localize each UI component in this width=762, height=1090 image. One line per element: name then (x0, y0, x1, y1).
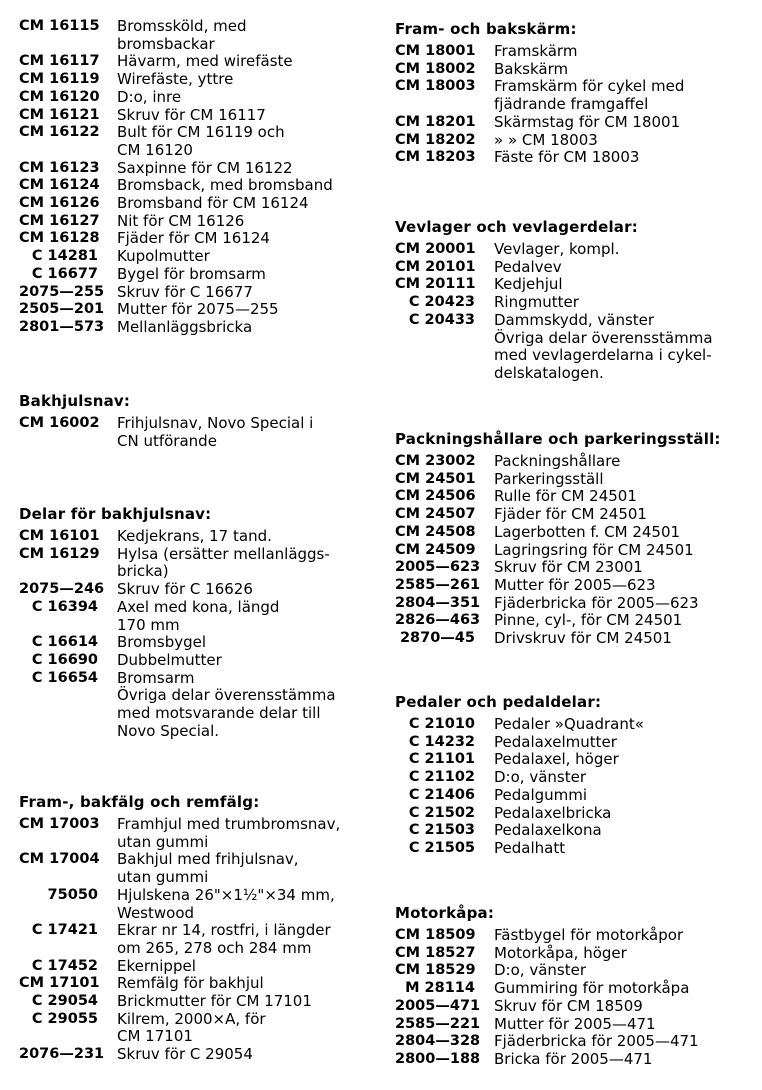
part-number: 2826—463 (395, 612, 481, 629)
part-description: Remfälg för bakhjul (117, 974, 264, 993)
parts-section (19, 18, 389, 337)
part-description: Ekrar nr 14, rostfri, i längder om 265, 278 och 284 mm (117, 921, 331, 957)
part-description: Bakhjul med frihjulsnav, utan gummi (117, 850, 299, 887)
part-description: D:o, vänster (494, 961, 586, 980)
part-row (19, 160, 389, 178)
part-description: Bromssköld, med bromsbackar (117, 17, 247, 53)
part-row (395, 751, 755, 769)
part-number: C 17421 (31, 922, 98, 939)
part-number: CM 16123 (19, 159, 100, 176)
part-description: Bromsarm (117, 668, 195, 687)
part-number: CM 16128 (19, 230, 100, 247)
part-row (19, 816, 389, 851)
part-number: C 21102 (408, 769, 475, 786)
part-description: Skruv för CM 16117 (117, 105, 266, 124)
part-description: Fjäder för CM 16124 (117, 229, 270, 248)
part-row (395, 1016, 755, 1034)
part-description: Framhjul med trumbromsnav, utan gummi (117, 815, 341, 851)
part-number: CM 17101 (19, 975, 100, 992)
part-number: CM 18203 (395, 149, 476, 166)
part-number: CM 18527 (395, 944, 476, 961)
part-row (395, 840, 755, 858)
part-row (19, 652, 389, 670)
part-number: 2505—201 (19, 301, 105, 318)
part-number: CM 18201 (395, 113, 476, 130)
part-row (395, 805, 755, 823)
part-number: C 20423 (408, 294, 475, 311)
part-row (395, 149, 755, 167)
part-description: Pedalvev (494, 257, 562, 276)
part-number: CM 24501 (395, 470, 476, 487)
part-description: Hävarm, med wirefäste (117, 52, 293, 71)
section-heading: Fram- och bakskärm: (395, 20, 577, 38)
part-row (19, 670, 389, 688)
part-description: Mutter för 2005—623 (494, 575, 656, 594)
part-description: Packningshållare (494, 452, 621, 470)
section-heading: Bakhjulsnav: (19, 392, 131, 410)
part-description: Kedjekrans, 17 tand. (117, 527, 272, 545)
part-row (395, 734, 755, 752)
part-row (395, 1033, 755, 1051)
parts-section (395, 904, 755, 1069)
part-number: CM 16101 (19, 528, 100, 544)
part-number: CM 16127 (19, 212, 100, 229)
parts-section (395, 20, 755, 167)
part-row (19, 195, 389, 213)
part-number: CM 24509 (395, 541, 476, 558)
part-number: C 17452 (31, 957, 98, 974)
part-row (395, 312, 755, 330)
part-number: CM 18001 (395, 43, 476, 59)
part-description: Frihjulsnav, Novo Special i CN utförande (117, 414, 314, 450)
part-number: 2804—328 (395, 1033, 481, 1050)
part-row (19, 266, 389, 284)
part-number: C 16677 (31, 265, 98, 282)
section-note: Övriga delar överensstämma med vevlagerdelarna i cykel- delskatalogen. (494, 328, 713, 382)
section-heading: Delar för bakhjulsnav: (19, 505, 212, 523)
part-description: Vevlager, kompl. (494, 240, 620, 258)
part-description: Saxpinne för CM 16122 (117, 158, 293, 177)
part-number: C 21010 (408, 716, 475, 732)
part-description: Bromsbygel (117, 633, 207, 652)
part-number: CM 20001 (395, 241, 476, 257)
part-number: CM 17003 (19, 816, 100, 832)
part-description: Skruv för CM 23001 (494, 558, 643, 577)
part-number: CM 16117 (19, 53, 100, 70)
part-row (19, 581, 389, 599)
part-row (19, 124, 389, 159)
part-number: C 21406 (408, 786, 475, 803)
part-number: CM 16120 (19, 88, 100, 105)
part-number: CM 16122 (19, 124, 100, 141)
part-description: Mellanläggsbricka (117, 317, 253, 336)
part-number: CM 20111 (395, 276, 476, 293)
part-row (395, 612, 755, 630)
part-description: Fjäder för CM 24501 (494, 505, 647, 524)
part-row (19, 230, 389, 248)
part-row (395, 716, 755, 734)
part-row (19, 284, 389, 302)
part-number: C 14232 (408, 733, 475, 750)
part-number: C 16394 (31, 598, 98, 615)
part-number: CM 16124 (19, 177, 100, 194)
part-description: Pedaler »Quadrant« (494, 715, 644, 733)
part-description: Kilrem, 2000×A, för CM 17101 (117, 1009, 266, 1046)
part-row (19, 319, 389, 337)
part-row (19, 89, 389, 107)
part-description: Pedalaxelkona (494, 821, 602, 840)
part-row (19, 546, 389, 581)
part-number: CM 18003 (395, 78, 476, 95)
part-row (395, 259, 755, 277)
part-number: C 14281 (31, 248, 98, 265)
part-row (395, 559, 755, 577)
part-description: Bricka för 2005—471 (494, 1049, 653, 1068)
part-number: C 29054 (31, 993, 98, 1010)
part-number: C 16654 (31, 669, 98, 686)
part-number: CM 18202 (395, 131, 476, 148)
part-description: Lagringsring för CM 24501 (494, 540, 694, 559)
part-description: Motorkåpa, höger (494, 943, 627, 962)
part-row (19, 53, 389, 71)
part-row (19, 634, 389, 652)
part-row (19, 71, 389, 89)
part-description: Skruv för C 16677 (117, 282, 253, 301)
part-number: CM 16115 (19, 18, 100, 34)
part-description: D:o, vänster (494, 768, 586, 787)
part-number: C 21505 (408, 839, 475, 856)
part-row (395, 241, 755, 259)
part-number: CM 18002 (395, 60, 476, 77)
part-description: Skärmstag för CM 18001 (494, 112, 681, 131)
parts-section (19, 505, 389, 740)
part-number: CM 16129 (19, 545, 100, 562)
part-row (395, 276, 755, 294)
part-row (395, 78, 755, 113)
part-number: CM 23002 (395, 453, 476, 469)
part-description: Fästbygel för motorkåpor (494, 926, 684, 944)
part-number: CM 16121 (19, 106, 100, 123)
part-number: C 21502 (408, 804, 475, 821)
part-description: Drivskruv för CM 24501 (494, 629, 672, 648)
part-description: Skruv för CM 18509 (494, 996, 643, 1015)
part-row (395, 542, 755, 560)
part-description: Framskärm för cykel med fjädrande framgaffel (494, 77, 685, 114)
part-row (395, 945, 755, 963)
part-row (395, 1051, 755, 1069)
section-heading: Motorkåpa: (395, 904, 495, 922)
part-description: Bromsband för CM 16124 (117, 194, 309, 213)
part-description: Mutter för 2005—471 (494, 1014, 656, 1033)
part-row (395, 61, 755, 79)
part-description: Pedalaxelbricka (494, 803, 612, 822)
part-description: Skruv för C 16626 (117, 580, 253, 599)
part-row (19, 1046, 389, 1064)
section-heading: Pedaler och pedaldelar: (395, 693, 602, 711)
part-description: Rulle för CM 24501 (494, 487, 637, 506)
part-number: 2075—246 (19, 581, 105, 598)
part-description: Parkeringsställ (494, 469, 604, 488)
parts-section (395, 430, 755, 648)
section-heading: Vevlager och vevlagerdelar: (395, 218, 638, 236)
part-description: Kedjehjul (494, 275, 563, 294)
part-row (395, 471, 755, 489)
part-row (19, 1011, 389, 1046)
part-description: Fjäderbricka för 2005—623 (494, 593, 699, 612)
part-description: Hjulskena 26"×1½"×34 mm, Westwood (117, 885, 335, 922)
part-description: Kupolmutter (117, 247, 210, 266)
part-number: C 16614 (31, 634, 98, 651)
part-row (395, 453, 755, 471)
part-row (19, 599, 389, 634)
part-number: 2005—623 (395, 559, 481, 576)
part-description: Bromsback, med bromsband (117, 176, 333, 195)
part-description: » » CM 18003 (494, 130, 598, 149)
part-row (19, 248, 389, 266)
part-row (395, 927, 755, 945)
part-number: 2076—231 (19, 1046, 105, 1063)
part-number: 2870—45 (399, 630, 475, 647)
part-number: CM 24506 (395, 488, 476, 505)
part-description: Hylsa (ersätter mellanläggs- bricka) (117, 544, 330, 581)
part-description: Bygel för bromsarm (117, 264, 266, 283)
part-row (395, 488, 755, 506)
part-number: C 29055 (31, 1010, 98, 1027)
part-number: C 20433 (408, 311, 475, 328)
part-number: CM 18529 (395, 962, 476, 979)
section-note: Övriga delar överensstämma med motsvarande delar till Novo Special. (117, 686, 336, 740)
part-row (19, 958, 389, 976)
part-number: 2804—351 (395, 594, 481, 611)
part-number: 2075—255 (19, 283, 105, 300)
part-row (19, 528, 389, 546)
part-row (395, 630, 755, 648)
part-row (395, 114, 755, 132)
part-number: 75050 (47, 886, 98, 903)
part-number: C 16690 (31, 651, 98, 668)
part-row (395, 980, 755, 998)
part-row (19, 887, 389, 922)
part-description: Dubbelmutter (117, 650, 222, 669)
part-description: Bult för CM 16119 och CM 16120 (117, 123, 285, 159)
part-row (19, 213, 389, 231)
part-row (395, 787, 755, 805)
part-number: CM 24507 (395, 506, 476, 523)
part-description: Nit för CM 16126 (117, 211, 245, 230)
part-description: Mutter för 2075—255 (117, 300, 279, 319)
part-description: Pedalaxel, höger (494, 750, 619, 769)
part-row (395, 294, 755, 312)
part-number: CM 17004 (19, 851, 100, 868)
part-row (19, 301, 389, 319)
part-row (395, 524, 755, 542)
part-description: Fäste för CM 18003 (494, 148, 640, 167)
section-heading: Fram-, bakfälg och remfälg: (19, 793, 260, 811)
parts-section (19, 793, 389, 1064)
part-row (19, 415, 389, 450)
part-number: C 21101 (408, 751, 475, 768)
part-description: Ringmutter (494, 293, 579, 312)
parts-section (19, 392, 389, 450)
part-description: Pedalaxelmutter (494, 732, 617, 751)
part-description: Brickmutter för CM 17101 (117, 992, 312, 1011)
part-row (395, 962, 755, 980)
part-number: CM 24508 (395, 523, 476, 540)
part-row (19, 922, 389, 957)
part-number: 2585—261 (395, 576, 481, 593)
part-number: M 28114 (405, 980, 475, 997)
part-row (395, 822, 755, 840)
part-row (19, 18, 389, 53)
part-number: CM 16126 (19, 195, 100, 212)
part-row (395, 595, 755, 613)
part-description: Bakskärm (494, 59, 569, 78)
part-number: CM 20101 (395, 258, 476, 275)
part-description: Framskärm (494, 42, 578, 60)
part-number: C 21503 (408, 822, 475, 839)
part-description: Skruv för C 29054 (117, 1045, 253, 1064)
part-description: Axel med kona, längd 170 mm (117, 597, 280, 634)
part-row (395, 998, 755, 1016)
part-description: Pedalgummi (494, 785, 588, 804)
part-row (395, 769, 755, 787)
part-number: CM 16119 (19, 71, 100, 88)
part-description: Gummiring för motorkåpa (494, 979, 690, 998)
part-description: Wirefäste, yttre (117, 70, 234, 89)
part-description: Lagerbotten f. CM 24501 (494, 522, 681, 541)
part-row (19, 177, 389, 195)
part-description: D:o, inre (117, 87, 182, 106)
part-row (395, 43, 755, 61)
part-row (19, 975, 389, 993)
part-row (19, 107, 389, 125)
part-description: Dammskydd, vänster (494, 310, 655, 329)
part-row (395, 506, 755, 524)
part-description: Pinne, cyl-, för CM 24501 (494, 611, 683, 630)
part-row (19, 851, 389, 886)
part-number: 2800—188 (395, 1050, 481, 1067)
part-description: Fjäderbricka för 2005—471 (494, 1032, 699, 1051)
part-row (395, 577, 755, 595)
part-number: 2005—471 (395, 997, 481, 1014)
part-row (395, 132, 755, 150)
part-number: CM 16002 (19, 415, 100, 431)
part-number: 2585—221 (395, 1015, 481, 1032)
part-number: CM 18509 (395, 927, 476, 943)
part-number: 2801—573 (19, 318, 105, 335)
part-description: Ekernippel (117, 956, 196, 975)
part-description: Pedalhatt (494, 838, 566, 857)
parts-section (395, 218, 755, 383)
section-heading: Packningshållare och parkeringsställ: (395, 430, 721, 448)
part-row (19, 993, 389, 1011)
parts-section (395, 693, 755, 858)
